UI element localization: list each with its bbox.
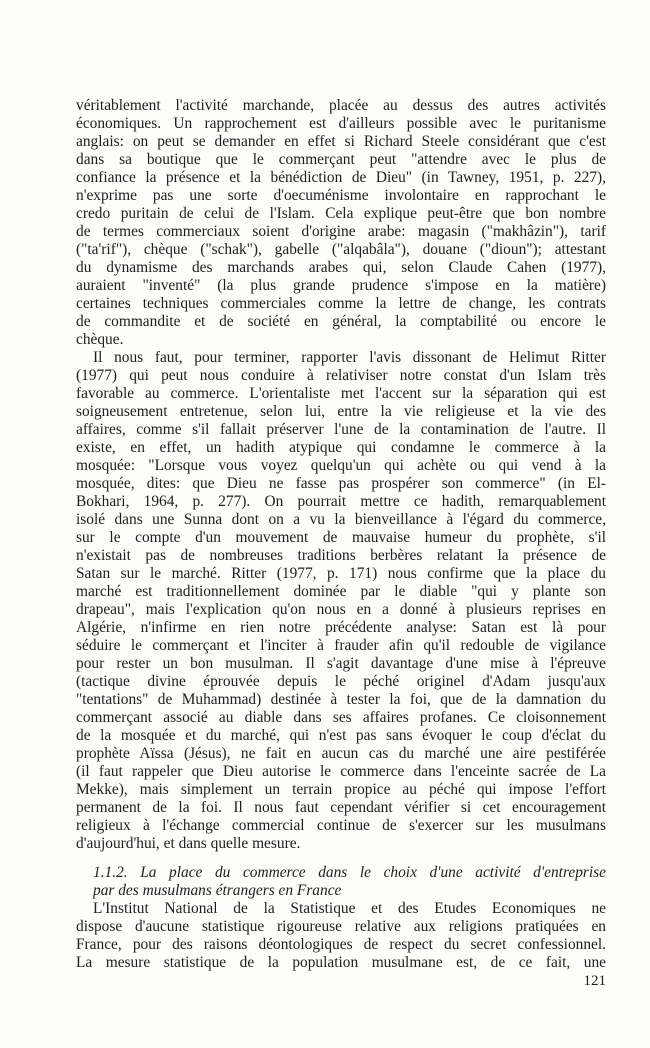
text-line: Satan sur le marché. Ritter (1977, p. 171) nous confirme que la place du	[76, 565, 606, 582]
text-line: permanent de la foi. Il nous faut cependant vérifier si cet encouragement	[76, 799, 606, 816]
text-line: Algérie, n'infirme en rien notre précédente analyse: Satan est là pour	[76, 619, 606, 636]
text-line: confiance la présence et la bénédiction de Dieu" (in Tawney, 1951, p. 227),	[76, 169, 606, 186]
text-line: marché est traditionnellement dominée par le diable "qui y plante son	[76, 583, 606, 600]
text-line: économiques. Un rapprochement est d'ailleurs possible avec le puritanisme	[76, 115, 606, 132]
section-spacer	[76, 853, 606, 864]
text-line: soigneusement entretenue, selon lui, entre la vie religieuse et la vie des	[76, 403, 606, 420]
page-number: 121	[583, 973, 606, 989]
text-line: drapeau", mais l'explication qu'on nous en a donné à plusieurs reprises en	[76, 601, 606, 618]
text-line: du dynamisme des marchands arabes qui, selon Claude Cahen (1977),	[76, 259, 606, 276]
text-line: d'aujourd'hui, et dans quelle mesure.	[76, 835, 301, 852]
text-line: commerçant associé au diable dans ses affaires profanes. Ce cloisonnement	[76, 709, 606, 726]
text-line: séduire le commerçant et l'inciter à frauder afin qu'il redouble de vigilance	[76, 637, 606, 654]
section-heading	[76, 864, 606, 900]
text-line: mosquée: "Lorsque vous voyez quelqu'un qui achète ou qui vend à la	[76, 457, 606, 474]
text-line: favorable au commerce. L'orientaliste met l'accent sur la séparation qui est	[76, 385, 606, 402]
body-text	[76, 97, 606, 972]
text-line: dans sa boutique que le commerçant peut "attendre avec le plus de	[76, 151, 606, 168]
text-line: dispose d'aucune statistique rigoureuse relative aux religions pratiquées en	[76, 918, 606, 935]
text-line: chèque.	[76, 331, 124, 348]
text-line: de la mosquée et du marché, qui n'est pas sans évoquer le coup d'éclat du	[76, 727, 606, 744]
text-line: Mekke), mais simplement un terrain propice au péché qui impose l'effort	[76, 781, 606, 798]
text-line: sur le compte d'un mouvement de mauvaise humeur du prophète, s'il	[76, 529, 606, 546]
text-line: de termes commerciaux soient d'origine arabe: magasin ("makhâzin"), tarif	[76, 223, 606, 240]
text-line: affaires, comme s'il fallait préserver l'une de la contamination de l'autre. Il	[76, 421, 606, 438]
text-line: n'exprime pas une sorte d'oecuménisme involontaire en rapprochant le	[76, 187, 606, 204]
text-line: credo puritain de celui de l'Islam. Cela explique peut-être que bon nombre	[76, 205, 606, 222]
text-line: La mesure statistique de la population musulmane est, de ce fait, une	[76, 954, 606, 971]
text-line: auraient "inventé" (la plus grande prudence s'impose en la matière)	[76, 277, 606, 294]
heading-line: par des musulmans étrangers en France	[93, 882, 342, 899]
text-line: certaines techniques commerciales comme la lettre de change, les contrats	[76, 295, 606, 312]
text-line: véritablement l'activité marchande, placée au dessus des autres activités	[76, 97, 606, 114]
text-line: isolé dans une Sunna dont on a vu la bienveillance à l'égard du commerce,	[76, 511, 606, 528]
text-line: "tentations" de Muhammad) destinée à tester la foi, que de la damnation du	[76, 691, 606, 708]
paragraph	[76, 97, 606, 349]
text-line: existe, en effet, un hadith atypique qui condamne le commerce à la	[76, 439, 606, 456]
text-line: religieux à l'échange commercial continue de s'exercer sur les musulmans	[76, 817, 606, 834]
text-line: de commandite et de société en général, la comptabilité ou encore le	[76, 313, 606, 330]
heading-line: 1.1.2. La place du commerce dans le choix d'une activité d'entreprise	[93, 864, 606, 881]
paragraph	[76, 900, 606, 972]
text-line: France, pour des raisons déontologiques de respect du secret confessionnel.	[76, 936, 606, 953]
text-line: ("ta'rif"), chèque ("schak"), gabelle ("alqabâla"), douane ("dioun"); attestant	[76, 241, 606, 258]
text-line: n'existait pas de nombreuses traditions berbères relatant la présence de	[76, 547, 606, 564]
text-line: pour rester un bon musulman. Il s'agit davantage d'une mise à l'épreuve	[76, 655, 606, 672]
text-line: anglais: on peut se demander en effet si Richard Steele considérant que c'est	[76, 133, 606, 150]
text-line: (1977) qui peut nous conduire à relativiser notre constat d'un Islam très	[76, 367, 606, 384]
text-line: (tactique divine éprouvée depuis le péché originel d'Adam jusqu'aux	[76, 673, 606, 690]
text-line: Bokhari, 1964, p. 277). On pourrait mettre ce hadith, remarquablement	[76, 493, 606, 510]
text-line: prophète Aïssa (Jésus), ne fait en aucun cas du marché une aire pestiférée	[76, 745, 606, 762]
text-line: mosquée, dites: que Dieu ne fasse pas prospérer son commerce" (in El-	[76, 475, 606, 492]
text-line: Il nous faut, pour terminer, rapporter l'avis dissonant de Helimut Ritter	[93, 349, 606, 366]
text-line: L'Institut National de la Statistique et des Etudes Economiques ne	[93, 900, 606, 917]
paragraph	[76, 349, 606, 853]
text-line: (il faut rappeler que Dieu autorise le commerce dans l'enceinte sacrée de La	[76, 763, 606, 780]
